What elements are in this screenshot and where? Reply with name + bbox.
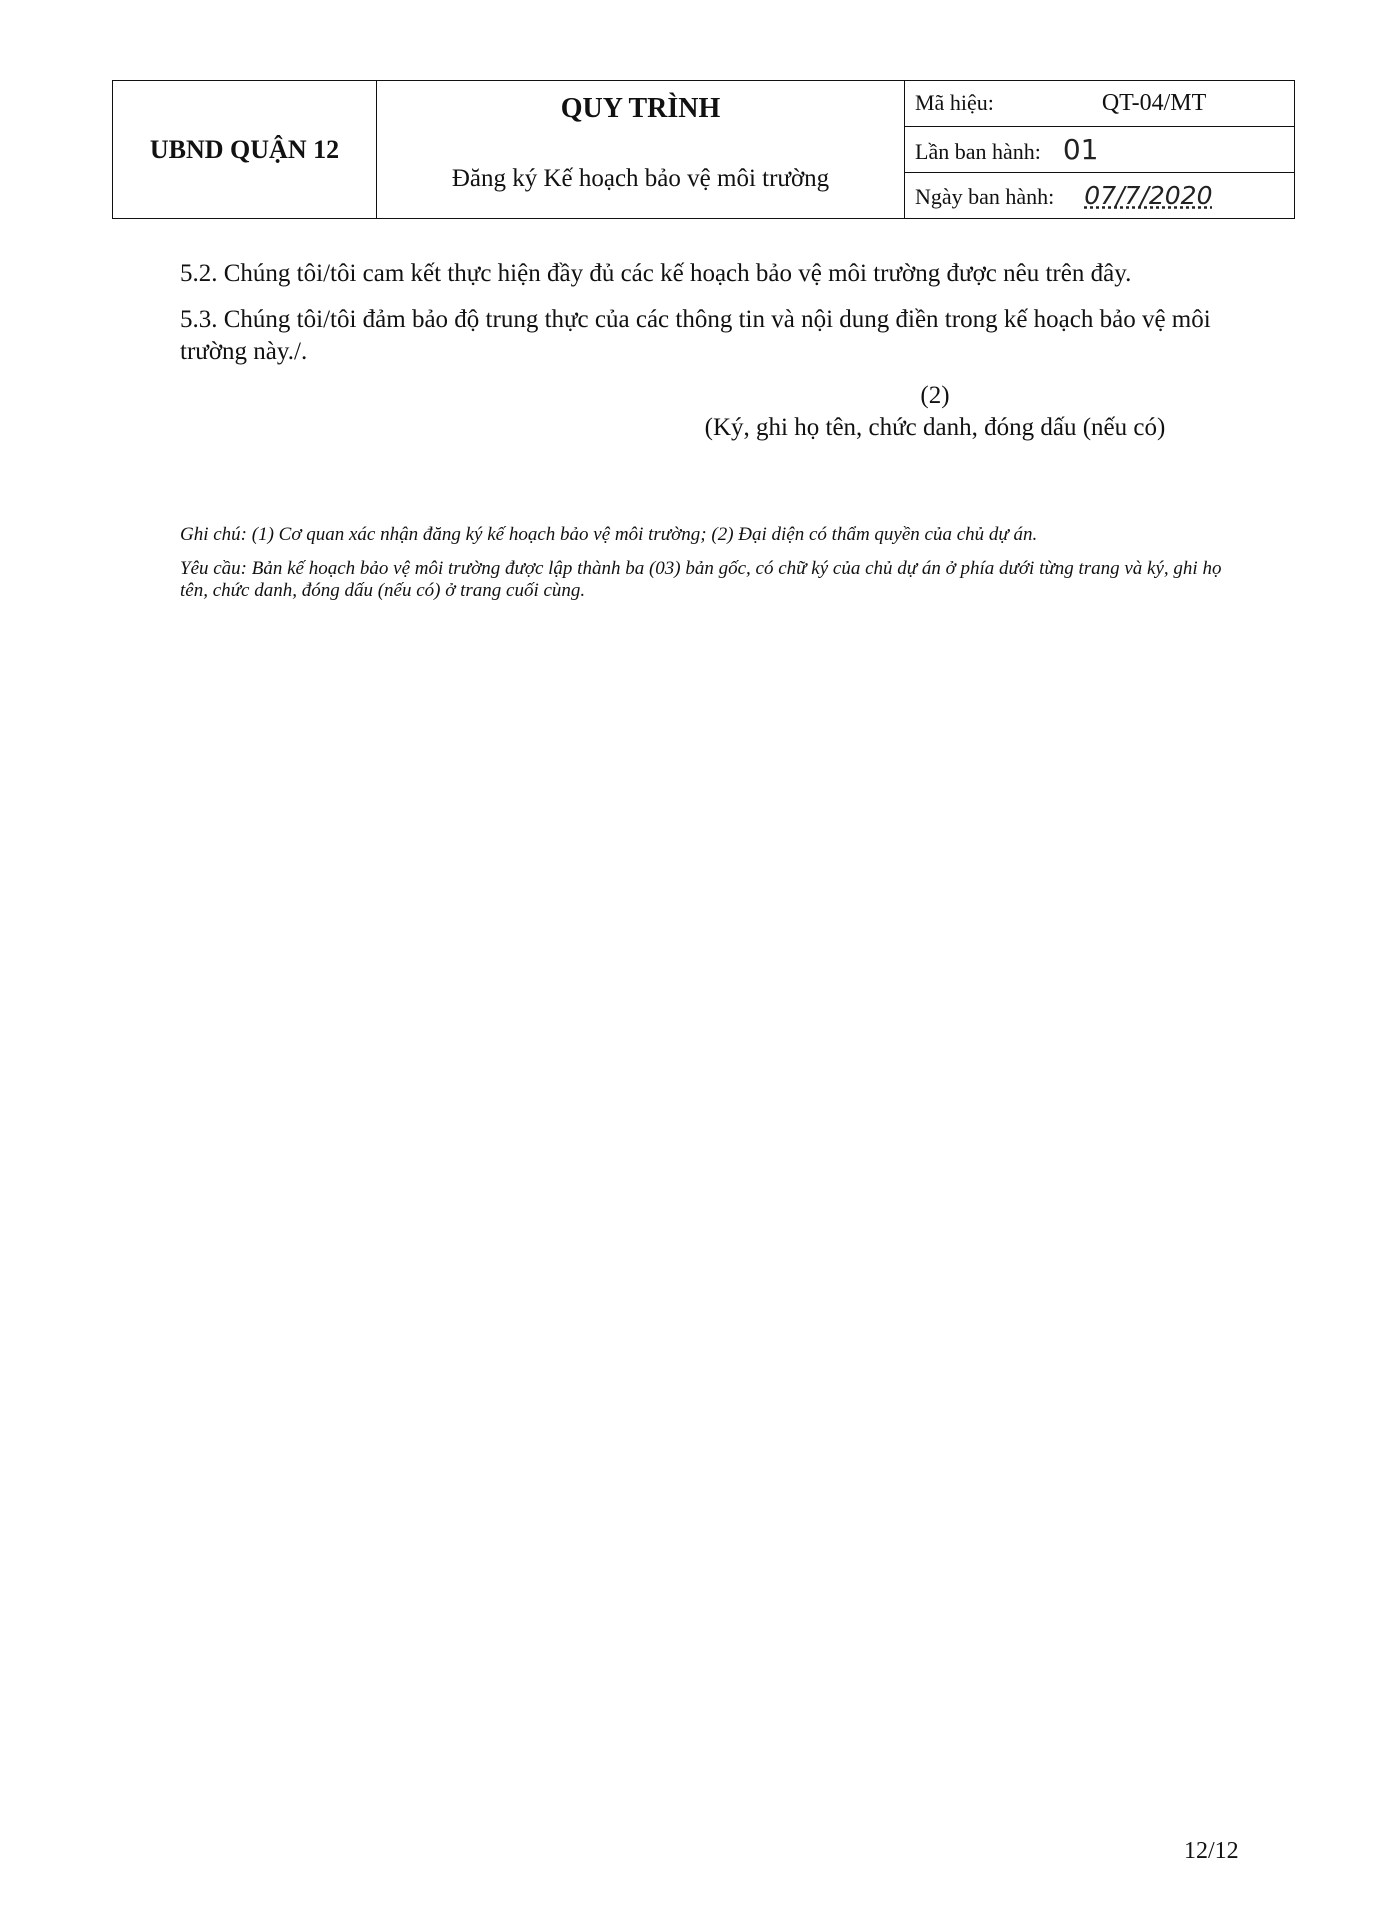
issue-label: Lần ban hành: <box>915 139 1041 164</box>
page-number: 12/12 <box>1184 1838 1239 1864</box>
procedure-subtitle: Đăng ký Kế hoạch bảo vệ môi trường <box>451 164 830 192</box>
code-cell <box>905 81 1295 127</box>
procedure-title-cell <box>377 81 905 219</box>
date-cell <box>905 173 1295 219</box>
issue-cell <box>905 127 1295 173</box>
organization-name: UBND QUẬN 12 <box>113 81 377 219</box>
procedure-title: QUY TRÌNH <box>560 92 721 124</box>
code-value: QT-04/MT <box>1101 90 1207 116</box>
paragraph-5-2: 5.2. Chúng tôi/tôi cam kết thực hiện đầy đủ các kế hoạch bảo vệ môi trường được nêu trên đây. <box>180 260 1132 287</box>
issue-value: 01 <box>1062 133 1099 166</box>
date-label: Ngày ban hành: <box>915 184 1055 209</box>
signature-instruction: (Ký, ghi họ tên, chức danh, đóng dấu (nếu có) <box>704 414 1166 441</box>
requirement-text: Yêu cầu: Bản kế hoạch bảo vệ môi trường được lập thành ba (03) bản gốc, có chữ ký của chủ dự án ở phía dưới từng trang và ký, ghi họ tên, chức danh, đóng dấu (nếu có) ở trang cuối cùng. <box>180 558 1222 601</box>
note-text: Ghi chú: (1) Cơ quan xác nhận đăng ký kế hoạch bảo vệ môi trường; (2) Đại diện có thẩm quyền của chủ dự án. <box>180 524 1038 545</box>
signature-ref: (2) <box>920 382 950 409</box>
date-value: 07/7/2020 <box>1084 181 1213 210</box>
document-header <box>112 80 1295 219</box>
signature-block <box>690 380 1180 444</box>
paragraph-5-3: 5.3. Chúng tôi/tôi đảm bảo độ trung thực của các thông tin và nội dung điền trong kế hoạch bảo vệ môi trường này./. <box>180 306 1211 365</box>
code-label: Mã hiệu: <box>915 90 994 115</box>
notes-section <box>180 524 1240 614</box>
